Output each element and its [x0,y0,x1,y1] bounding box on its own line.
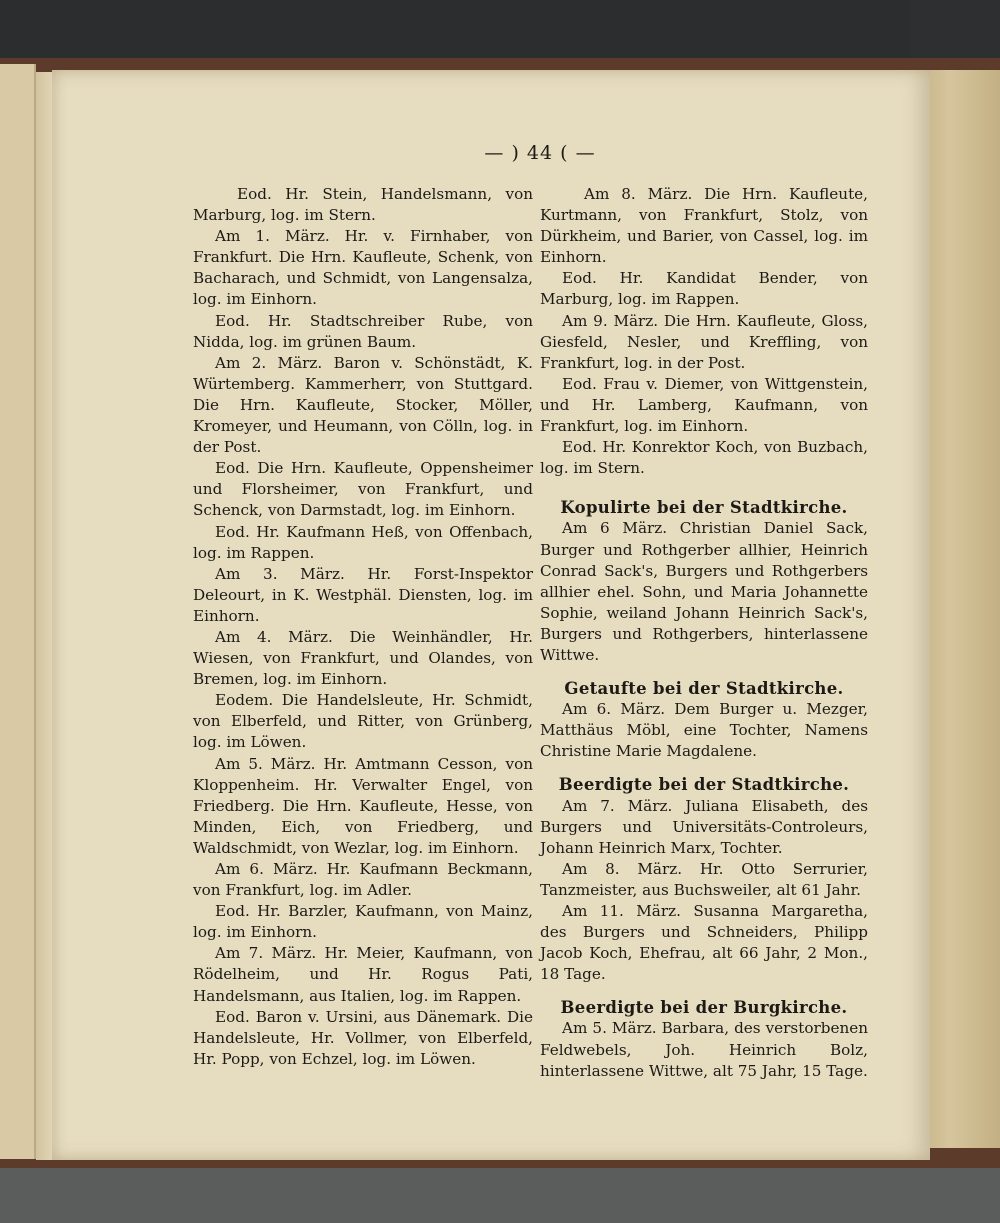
arrival-entry: Am 8. März. Die Hrn. Kaufleute, Kurtmann, von Frankfurt, Stolz, von Dürkheim, und Barier, von Cassel, log. im Einhorn. [540,185,868,267]
register-entry: Am 7. März. Juliana Elisabeth, des Burgers und Universitäts-Controleurs, Johann Heinrich Marx, Tochter. [540,796,868,857]
register-entry: Am 8. März. Hr. Otto Serrurier, Tanzmeister, aus Buchsweiler, alt 61 Jahr. [540,859,868,899]
register-entry: Am 6. März. Dem Burger u. Mezger, Matthäus Möbl, eine Tochter, Namens Christine Marie Magdalene. [540,700,868,761]
arrival-entry: Am 7. März. Hr. Meier, Kaufmann, von Rödelheim, und Hr. Rogus Pati, Handelsmann, aus Italien, log. im Rappen. [193,944,533,1005]
section-title-burials-stadtkirche: Beerdigte bei der Stadtkirche. [558,775,850,795]
arrival-entry: Am 9. März. Die Hrn. Kaufleute, Gloss, Giesfeld, Nesler, und Kreffling, von Frankfurt, log. in der Post. [540,311,868,372]
arrival-entry: Eod. Hr. Kandidat Bender, von Marburg, log. im Rappen. [540,269,868,309]
arrival-entry: Eod. Hr. Stadtschreiber Rube, von Nidda, log. im grünen Baum. [193,311,533,351]
register-entry: Am 6 März. Christian Daniel Sack, Burger und Rothgerber allhier, Heinrich Conrad Sack's, Burgers und Rothgerbers allhier ehel. Sohn, und Maria Johannette Sophie, weiland Johann Heinrich Sack's, Burgers und Rothgerbers, hinterlassene Wittwe. [540,519,868,664]
arrival-entry: Eodem. Die Handelsleute, Hr. Schmidt, von Elberfeld, und Ritter, von Grünberg, log. im Löwen. [193,691,533,752]
section-title-burials-burgkirche: Beerdigte bei der Burgkirche. [560,998,848,1018]
previous-page-edge [0,64,36,1159]
arrival-entry: Eod. Hr. Barzler, Kaufmann, von Mainz, log. im Einhorn. [193,902,533,942]
page-stack-edge [928,70,1000,1148]
right-column [540,184,868,1082]
register-entry: Am 5. März. Barbara, des verstorbenen Feldwebels, Joh. Heinrich Bolz, hinterlassene Wittwe, alt 75 Jahr, 15 Tage. [540,1019,868,1080]
arrival-entry: Eod. Frau v. Diemer, von Wittgenstein, und Hr. Lamberg, Kaufmann, von Frankfurt, log. im Einhorn. [540,374,868,436]
section-title-baptisms: Getaufte bei der Stadtkirche. [564,679,844,699]
arrival-entry: Eod. Hr. Kaufmann Heß, von Offenbach, log. im Rappen. [193,522,533,562]
arrival-entry: Am 4. März. Die Weinhändler, Hr. Wiesen, von Frankfurt, und Olandes, von Bremen, log. im Einhorn. [193,627,533,689]
arrival-entry: Eod. Hr. Konrektor Koch, von Buzbach, log. im Stern. [540,438,868,478]
page-number: — ) 44 ( — [484,142,596,164]
arrival-entry: Am 3. März. Hr. Forst-Inspektor Deleourt, in K. Westphäl. Diensten, log. im Einhorn. [193,564,533,625]
background-bottom [0,1163,1000,1223]
register-entry: Am 11. März. Susanna Margaretha, des Burgers und Schneiders, Philipp Jacob Koch, Ehefrau, alt 66 Jahr, 2 Mon., 18 Tage. [540,902,868,984]
arrival-entry: Am 6. März. Hr. Kaufmann Beckmann, von Frankfurt, log. im Adler. [193,860,533,900]
arrival-entry: Am 2. März. Baron v. Schönstädt, K. Würtemberg. Kammerherr, von Stuttgard. Die Hrn. Kaufleute, Stocker, Möller, Kromeyer, und Heumann, von Cölln, log. in der Post. [193,353,533,457]
page-inner-edge [36,72,52,1160]
arrival-entry: Eod. Hr. Stein, Handelsmann, von Marburg, log. im Stern. [193,185,533,225]
left-column [193,184,533,1070]
arrival-entry: Am 1. März. Hr. v. Firnhaber, von Frankfurt. Die Hrn. Kaufleute, Schenk, von Bacharach, und Schmidt, von Langensalza, log. im Einhorn. [193,227,533,309]
arrival-entry: Am 5. März. Hr. Amtmann Cesson, von Kloppenheim. Hr. Verwalter Engel, von Friedberg. Die Hrn. Kaufleute, Hesse, von Minden, Eich, von Friedberg, und Waldschmidt, von Wezlar, log. im Einhorn. [193,754,533,857]
background-top [0,0,1000,62]
arrival-entry: Eod. Baron v. Ursini, aus Dänemark. Die Handelsleute, Hr. Vollmer, von Elberfeld, Hr. Popp, von Echzel, log. im Löwen. [193,1007,533,1068]
section-title-marriages: Kopulirte bei der Stadtkirche. [560,498,848,518]
arrival-entry: Eod. Die Hrn. Kaufleute, Oppensheimer und Florsheimer, von Frankfurt, und Schenck, von Darmstadt, log. im Einhorn. [193,459,533,520]
